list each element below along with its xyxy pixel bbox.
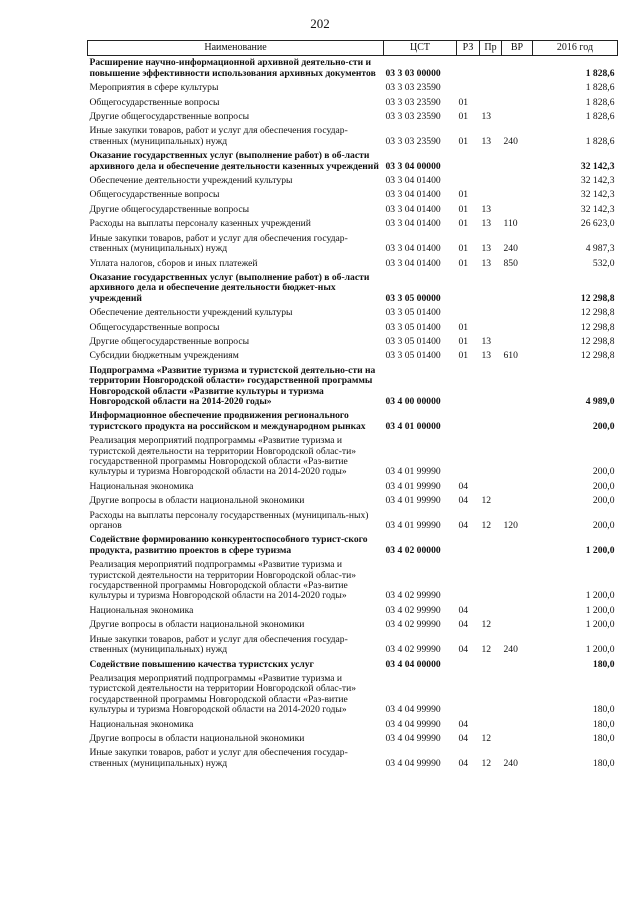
row-rz: 04 bbox=[458, 757, 469, 769]
row-pr bbox=[480, 364, 502, 410]
row-vr bbox=[502, 533, 533, 558]
row-rz bbox=[457, 364, 480, 410]
row-vr: 120 bbox=[503, 520, 518, 532]
row-cst: 03 4 00 00000 bbox=[385, 395, 441, 407]
row-pr bbox=[480, 434, 502, 480]
row-cst: 03 4 02 99990 bbox=[385, 619, 441, 631]
row-pr bbox=[480, 672, 502, 718]
row-pr: 12 bbox=[481, 732, 492, 744]
row-pr bbox=[480, 56, 502, 81]
row-name: Оказание государственных услуг (выполнение работ) в об-ласти архивного дела и обеспечение деятельности казенных учреждений bbox=[89, 150, 379, 172]
table-row bbox=[88, 604, 618, 618]
row-cst: 03 3 03 00000 bbox=[385, 67, 441, 79]
row-name: Обеспечение деятельности учреждений культуры bbox=[89, 307, 293, 319]
row-pr: 13 bbox=[481, 350, 492, 362]
row-vr bbox=[502, 480, 533, 494]
table-row bbox=[88, 203, 618, 217]
row-vr bbox=[502, 409, 533, 434]
row-vr bbox=[502, 335, 533, 349]
row-name: Общегосударственные вопросы bbox=[89, 189, 220, 201]
row-value: 32 142,3 bbox=[580, 189, 615, 201]
table-row bbox=[88, 718, 618, 732]
row-vr: 240 bbox=[503, 135, 518, 147]
row-name: Расходы на выплаты персоналу казенных учреждений bbox=[89, 218, 311, 230]
row-name: Иные закупки товаров, работ и услуг для обеспечения государ-ственных (муниципальных) нужд bbox=[89, 232, 348, 255]
row-rz: 01 bbox=[458, 96, 469, 108]
row-pr bbox=[480, 306, 502, 320]
row-vr bbox=[502, 321, 533, 335]
row-cst: 03 3 04 01400 bbox=[385, 203, 441, 215]
row-value: 180,0 bbox=[592, 658, 615, 670]
row-pr: 12 bbox=[481, 619, 492, 631]
header-name: Наименование bbox=[88, 41, 384, 56]
row-rz: 01 bbox=[458, 243, 469, 255]
row-cst: 03 4 01 00000 bbox=[385, 420, 441, 432]
row-vr bbox=[502, 188, 533, 202]
row-value: 180,0 bbox=[592, 704, 615, 716]
row-value: 12 298,8 bbox=[580, 335, 615, 347]
table-row bbox=[88, 271, 618, 306]
table-row bbox=[88, 257, 618, 271]
row-vr bbox=[502, 672, 533, 718]
row-cst: 03 4 04 99990 bbox=[385, 718, 441, 730]
table-row bbox=[88, 321, 618, 335]
table-row bbox=[88, 110, 618, 124]
row-vr: 850 bbox=[503, 257, 518, 269]
row-value: 200,0 bbox=[592, 520, 615, 532]
row-rz: 04 bbox=[458, 495, 469, 507]
row-rz bbox=[457, 658, 480, 672]
row-pr bbox=[480, 271, 502, 306]
row-rz bbox=[457, 672, 480, 718]
row-vr: 240 bbox=[503, 644, 518, 656]
row-name: Другие вопросы в области национальной экономики bbox=[89, 495, 305, 507]
row-cst: 03 3 03 23590 bbox=[385, 135, 441, 147]
row-value: 12 298,8 bbox=[580, 307, 615, 319]
table-row bbox=[88, 188, 618, 202]
table-body bbox=[88, 56, 618, 771]
row-name: Иные закупки товаров, работ и услуг для обеспечения государ-ственных (муниципальных) нужд bbox=[89, 633, 348, 656]
row-vr bbox=[502, 271, 533, 306]
row-pr bbox=[480, 718, 502, 732]
budget-table bbox=[87, 40, 618, 771]
row-rz: 04 bbox=[458, 732, 469, 744]
row-value: 4 989,0 bbox=[585, 395, 615, 407]
row-rz bbox=[457, 434, 480, 480]
row-vr: 110 bbox=[503, 218, 518, 230]
row-pr: 13 bbox=[481, 335, 492, 347]
row-value: 200,0 bbox=[592, 420, 615, 432]
table-row bbox=[88, 672, 618, 718]
table-row bbox=[88, 124, 618, 149]
row-name: Субсидии бюджетным учреждениям bbox=[89, 350, 239, 362]
row-name: Обеспечение деятельности учреждений культуры bbox=[89, 175, 293, 187]
row-cst: 03 3 03 23590 bbox=[385, 111, 441, 123]
row-value: 26 623,0 bbox=[580, 218, 615, 230]
row-pr: 13 bbox=[481, 218, 492, 230]
header-year: 2016 год bbox=[533, 41, 618, 56]
row-vr bbox=[502, 434, 533, 480]
row-rz bbox=[457, 409, 480, 434]
row-cst: 03 4 01 99990 bbox=[385, 480, 441, 492]
row-value: 1 200,0 bbox=[585, 619, 615, 631]
row-vr bbox=[502, 306, 533, 320]
row-value: 32 142,3 bbox=[580, 160, 615, 172]
row-rz: 04 bbox=[458, 619, 469, 631]
row-pr bbox=[480, 174, 502, 188]
row-rz: 04 bbox=[458, 718, 469, 730]
table-row bbox=[88, 494, 618, 508]
row-vr bbox=[502, 56, 533, 81]
row-cst: 03 3 03 23590 bbox=[385, 96, 441, 108]
row-pr: 13 bbox=[481, 257, 492, 269]
row-cst: 03 3 05 01400 bbox=[385, 307, 441, 319]
row-name: Подпрограмма «Развитие туризма и туристской деятельно-сти на территории Новгородской области» государственной программы Новгородской области «Развитие культуры и туризма Новгородской области на 2014-2020 годы» bbox=[89, 364, 376, 407]
table-row bbox=[88, 217, 618, 231]
header-cst: ЦСТ bbox=[384, 41, 457, 56]
row-vr: 240 bbox=[503, 243, 518, 255]
header-vr: ВР bbox=[502, 41, 533, 56]
row-name: Оказание государственных услуг (выполнение работ) в об-ласти архивного дела и обеспечение деятельности бюджет-ных учреждений bbox=[89, 271, 370, 304]
row-name: Национальная экономика bbox=[89, 718, 194, 730]
row-pr bbox=[480, 188, 502, 202]
row-name: Расходы на выплаты персоналу государственных (муниципаль-ных) органов bbox=[89, 509, 369, 532]
row-pr bbox=[480, 604, 502, 618]
row-rz bbox=[457, 149, 480, 174]
row-vr bbox=[502, 364, 533, 410]
row-pr bbox=[480, 149, 502, 174]
table-row bbox=[88, 409, 618, 434]
row-value: 4 987,3 bbox=[585, 243, 615, 255]
row-vr bbox=[502, 618, 533, 632]
row-cst: 03 3 03 23590 bbox=[385, 82, 441, 94]
row-pr bbox=[480, 81, 502, 95]
row-value: 1 200,0 bbox=[585, 604, 615, 616]
row-name: Иные закупки товаров, работ и услуг для обеспечения государ-ственных (муниципальных) нужд bbox=[89, 747, 348, 769]
row-rz bbox=[457, 306, 480, 320]
row-pr: 12 bbox=[481, 644, 492, 656]
row-name: Общегосударственные вопросы bbox=[89, 96, 220, 108]
row-name: Содействие повышению качества туристских услуг bbox=[89, 658, 314, 670]
table-row bbox=[88, 746, 618, 771]
table-row bbox=[88, 509, 618, 534]
row-name: Национальная экономика bbox=[89, 480, 194, 492]
row-name: Общегосударственные вопросы bbox=[89, 321, 220, 333]
row-name: Информационное обеспечение продвижения регионального туристского продукта на российском и международном рынках bbox=[89, 410, 366, 432]
table-row bbox=[88, 558, 618, 604]
row-name: Другие общегосударственные вопросы bbox=[89, 111, 250, 123]
row-pr: 13 bbox=[481, 135, 492, 147]
row-value: 12 298,8 bbox=[580, 321, 615, 333]
row-value: 12 298,8 bbox=[580, 292, 615, 304]
row-cst: 03 4 02 99990 bbox=[385, 644, 441, 656]
table-row bbox=[88, 658, 618, 672]
table-header bbox=[88, 41, 618, 56]
row-cst: 03 3 04 01400 bbox=[385, 175, 441, 187]
row-cst: 03 4 04 99990 bbox=[385, 757, 441, 769]
row-name: Мероприятия в сфере культуры bbox=[89, 82, 219, 94]
row-pr bbox=[480, 558, 502, 604]
row-pr: 12 bbox=[481, 520, 492, 532]
row-value: 180,0 bbox=[592, 732, 615, 744]
row-value: 180,0 bbox=[592, 757, 615, 769]
table-row bbox=[88, 149, 618, 174]
row-value: 1 200,0 bbox=[585, 544, 615, 556]
table-row bbox=[88, 96, 618, 110]
row-rz: 01 bbox=[458, 111, 469, 123]
row-pr: 12 bbox=[481, 495, 492, 507]
row-vr bbox=[502, 732, 533, 746]
table-row bbox=[88, 349, 618, 363]
row-name: Реализация мероприятий подпрограммы «Развитие туризма и туристской деятельности на территории Новгородской облас-ти» государственной программы Новгородской области «Раз-витие культуры и туризма Новгородской области на 2014-2020 годы» bbox=[89, 435, 357, 478]
row-cst: 03 4 04 99990 bbox=[385, 732, 441, 744]
row-vr bbox=[502, 558, 533, 604]
header-rz: РЗ bbox=[457, 41, 480, 56]
row-rz: 01 bbox=[458, 335, 469, 347]
row-cst: 03 3 05 00000 bbox=[385, 292, 441, 304]
row-pr bbox=[480, 533, 502, 558]
row-value: 1 828,6 bbox=[585, 111, 615, 123]
row-name: Другие общегосударственные вопросы bbox=[89, 335, 250, 347]
row-pr bbox=[480, 96, 502, 110]
row-cst: 03 3 05 01400 bbox=[385, 321, 441, 333]
row-rz: 01 bbox=[458, 257, 469, 269]
table-row bbox=[88, 633, 618, 658]
row-rz: 04 bbox=[458, 480, 469, 492]
row-rz bbox=[457, 533, 480, 558]
row-name: Содействие формированию конкурентоспособного турист-ского продукта, развитию проектов в сфере туризма bbox=[89, 534, 368, 556]
row-vr bbox=[502, 203, 533, 217]
row-name: Реализация мероприятий подпрограммы «Развитие туризма и туристской деятельности на территории Новгородской облас-ти» государственной программы Новгородской области «Раз-витие культуры и туризма Новгородской области на 2014-2020 годы» bbox=[89, 672, 357, 716]
row-value: 1 828,6 bbox=[585, 82, 615, 94]
row-name: Уплата налогов, сборов и иных платежей bbox=[89, 257, 258, 269]
row-cst: 03 4 02 00000 bbox=[385, 544, 441, 556]
row-pr bbox=[480, 480, 502, 494]
row-value: 1 200,0 bbox=[585, 590, 615, 602]
row-vr bbox=[502, 110, 533, 124]
row-rz: 01 bbox=[458, 135, 469, 147]
row-value: 1 200,0 bbox=[585, 644, 615, 656]
table-row bbox=[88, 232, 618, 257]
header-pr: Пр bbox=[480, 41, 502, 56]
row-name: Реализация мероприятий подпрограммы «Развитие туризма и туристской деятельности на территории Новгородской облас-ти» государственной программы Новгородской области «Раз-витие культуры и туризма Новгородской области на 2014-2020 годы» bbox=[89, 559, 357, 602]
row-value: 1 828,6 bbox=[585, 67, 615, 79]
row-name: Национальная экономика bbox=[89, 604, 194, 616]
row-pr bbox=[480, 658, 502, 672]
row-rz bbox=[457, 81, 480, 95]
row-rz: 01 bbox=[458, 203, 469, 215]
row-value: 200,0 bbox=[592, 495, 615, 507]
row-cst: 03 4 04 00000 bbox=[385, 658, 441, 670]
row-vr bbox=[502, 149, 533, 174]
row-cst: 03 3 04 01400 bbox=[385, 218, 441, 230]
row-value: 180,0 bbox=[592, 718, 615, 730]
row-rz: 04 bbox=[458, 520, 469, 532]
table-row bbox=[88, 732, 618, 746]
row-pr: 13 bbox=[481, 203, 492, 215]
row-vr bbox=[502, 81, 533, 95]
row-cst: 03 4 01 99990 bbox=[385, 495, 441, 507]
table-row bbox=[88, 306, 618, 320]
row-rz bbox=[457, 56, 480, 81]
row-value: 1 828,6 bbox=[585, 135, 615, 147]
row-cst: 03 4 02 99990 bbox=[385, 604, 441, 616]
row-name: Другие общегосударственные вопросы bbox=[89, 203, 250, 215]
table-row bbox=[88, 480, 618, 494]
row-pr: 13 bbox=[481, 111, 492, 123]
row-pr: 12 bbox=[481, 757, 492, 769]
row-rz: 01 bbox=[458, 350, 469, 362]
row-pr bbox=[480, 321, 502, 335]
row-cst: 03 3 04 01400 bbox=[385, 189, 441, 201]
row-rz bbox=[457, 558, 480, 604]
row-vr: 610 bbox=[503, 350, 518, 362]
row-value: 12 298,8 bbox=[580, 350, 615, 362]
row-value: 32 142,3 bbox=[580, 203, 615, 215]
table-row bbox=[88, 618, 618, 632]
row-cst: 03 3 05 01400 bbox=[385, 335, 441, 347]
row-vr bbox=[502, 718, 533, 732]
row-name: Расширение научно-информационной архивной деятельно-сти и повышение эффективности использования архивных документов bbox=[89, 57, 376, 79]
row-vr bbox=[502, 604, 533, 618]
row-value: 32 142,3 bbox=[580, 175, 615, 187]
row-cst: 03 3 04 00000 bbox=[385, 160, 441, 172]
row-value: 532,0 bbox=[592, 257, 615, 269]
row-value: 200,0 bbox=[592, 480, 615, 492]
table-row bbox=[88, 533, 618, 558]
row-name: Другие вопросы в области национальной экономики bbox=[89, 732, 305, 744]
row-vr bbox=[502, 658, 533, 672]
table-row bbox=[88, 81, 618, 95]
row-vr bbox=[502, 494, 533, 508]
row-vr bbox=[502, 96, 533, 110]
row-vr bbox=[502, 174, 533, 188]
row-rz: 01 bbox=[458, 189, 469, 201]
row-cst: 03 3 04 01400 bbox=[385, 257, 441, 269]
row-cst: 03 4 01 99990 bbox=[385, 466, 441, 478]
row-name: Другие вопросы в области национальной экономики bbox=[89, 619, 305, 631]
table-row bbox=[88, 335, 618, 349]
row-pr bbox=[480, 409, 502, 434]
row-rz: 01 bbox=[458, 218, 469, 230]
table-row bbox=[88, 56, 618, 81]
table-row bbox=[88, 364, 618, 410]
row-rz bbox=[457, 174, 480, 188]
table-row bbox=[88, 434, 618, 480]
row-value: 1 828,6 bbox=[585, 96, 615, 108]
row-cst: 03 4 02 99990 bbox=[385, 590, 441, 602]
row-rz: 04 bbox=[458, 604, 469, 616]
table-row bbox=[88, 174, 618, 188]
row-vr: 240 bbox=[503, 757, 518, 769]
page-number: 202 bbox=[310, 16, 330, 31]
row-rz: 04 bbox=[458, 644, 469, 656]
row-name: Иные закупки товаров, работ и услуг для обеспечения государ-ственных (муниципальных) нужд bbox=[89, 125, 348, 147]
row-rz: 01 bbox=[458, 321, 469, 333]
row-value: 200,0 bbox=[592, 466, 615, 478]
row-cst: 03 4 04 99990 bbox=[385, 704, 441, 716]
row-rz bbox=[457, 271, 480, 306]
row-cst: 03 4 01 99990 bbox=[385, 520, 441, 532]
row-cst: 03 3 04 01400 bbox=[385, 243, 441, 255]
row-cst: 03 3 05 01400 bbox=[385, 350, 441, 362]
row-pr: 13 bbox=[481, 243, 492, 255]
